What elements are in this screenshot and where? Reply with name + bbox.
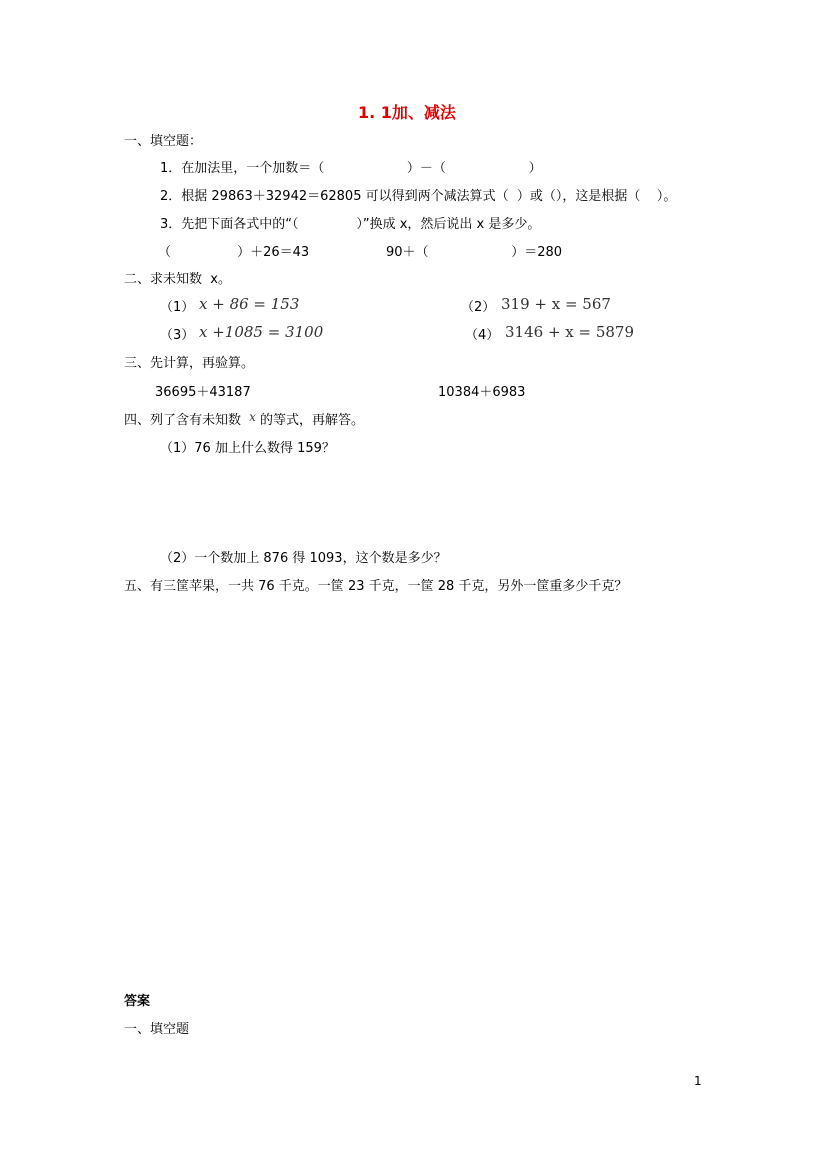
- equation-3-number: （3）: [160, 328, 195, 343]
- equation-4-text: 3146 + x = 5879: [505, 323, 635, 341]
- unknown-x-symbol: x: [249, 410, 256, 424]
- section-4-heading-post: 的等式，再解答。: [259, 413, 364, 428]
- page-title: 1. 1加、减法: [358, 103, 456, 122]
- equation-3-text: x +1085 = 3100: [199, 323, 324, 341]
- calc-b: 10384＋6983: [438, 385, 526, 400]
- question-4-2: （2）一个数加上 876 得 1093，这个数是多少？: [160, 551, 447, 566]
- section-4-heading-pre: 四、列了含有未知数: [124, 413, 242, 428]
- section-4-heading: [124, 411, 364, 430]
- equation-4: [505, 323, 634, 341]
- question-1-3: 3．先把下面各式中的“（ ）”换成 x，然后说出 x 是多少。: [160, 217, 541, 232]
- question-1-3-a: （ ）＋26＝43: [158, 245, 310, 260]
- equation-4-number: （4）: [465, 328, 500, 343]
- section-3-heading: 三、先计算，再验算。: [124, 356, 255, 371]
- question-1-1: 1．在加法里，一个加数＝（ ）－（ ）: [160, 161, 542, 176]
- section-1-heading: 一、填空题：: [124, 134, 203, 149]
- equation-1-text: x + 86 = 153: [199, 295, 300, 313]
- page-number: 1: [694, 1074, 702, 1088]
- equation-2: [501, 295, 611, 313]
- section-2-heading: 二、求未知数 x。: [124, 272, 231, 287]
- equation-1-number: （1）: [160, 300, 195, 315]
- question-1-2: 2．根据 29863＋32942＝62805 可以得到两个减法算式（ ）或（），这是根据（ ）。: [160, 189, 677, 204]
- calc-a: 36695＋43187: [155, 385, 251, 400]
- answers-section-1: 一、填空题: [124, 1022, 190, 1037]
- question-4-1: （1）76 加上什么数得 159？: [160, 441, 335, 456]
- answers-heading: 答案: [124, 994, 151, 1009]
- equation-3: [199, 323, 323, 341]
- section-5-question: 五、有三筐苹果，一共 76 千克。一筐 23 千克，一筐 28 千克，另外一筐重多少千克？: [124, 579, 628, 594]
- equation-1: [199, 295, 299, 313]
- equation-2-number: （2）: [461, 300, 496, 315]
- equation-2-text: 319 + x = 567: [501, 295, 611, 313]
- question-1-3-b: 90＋（ ）＝280: [386, 245, 563, 260]
